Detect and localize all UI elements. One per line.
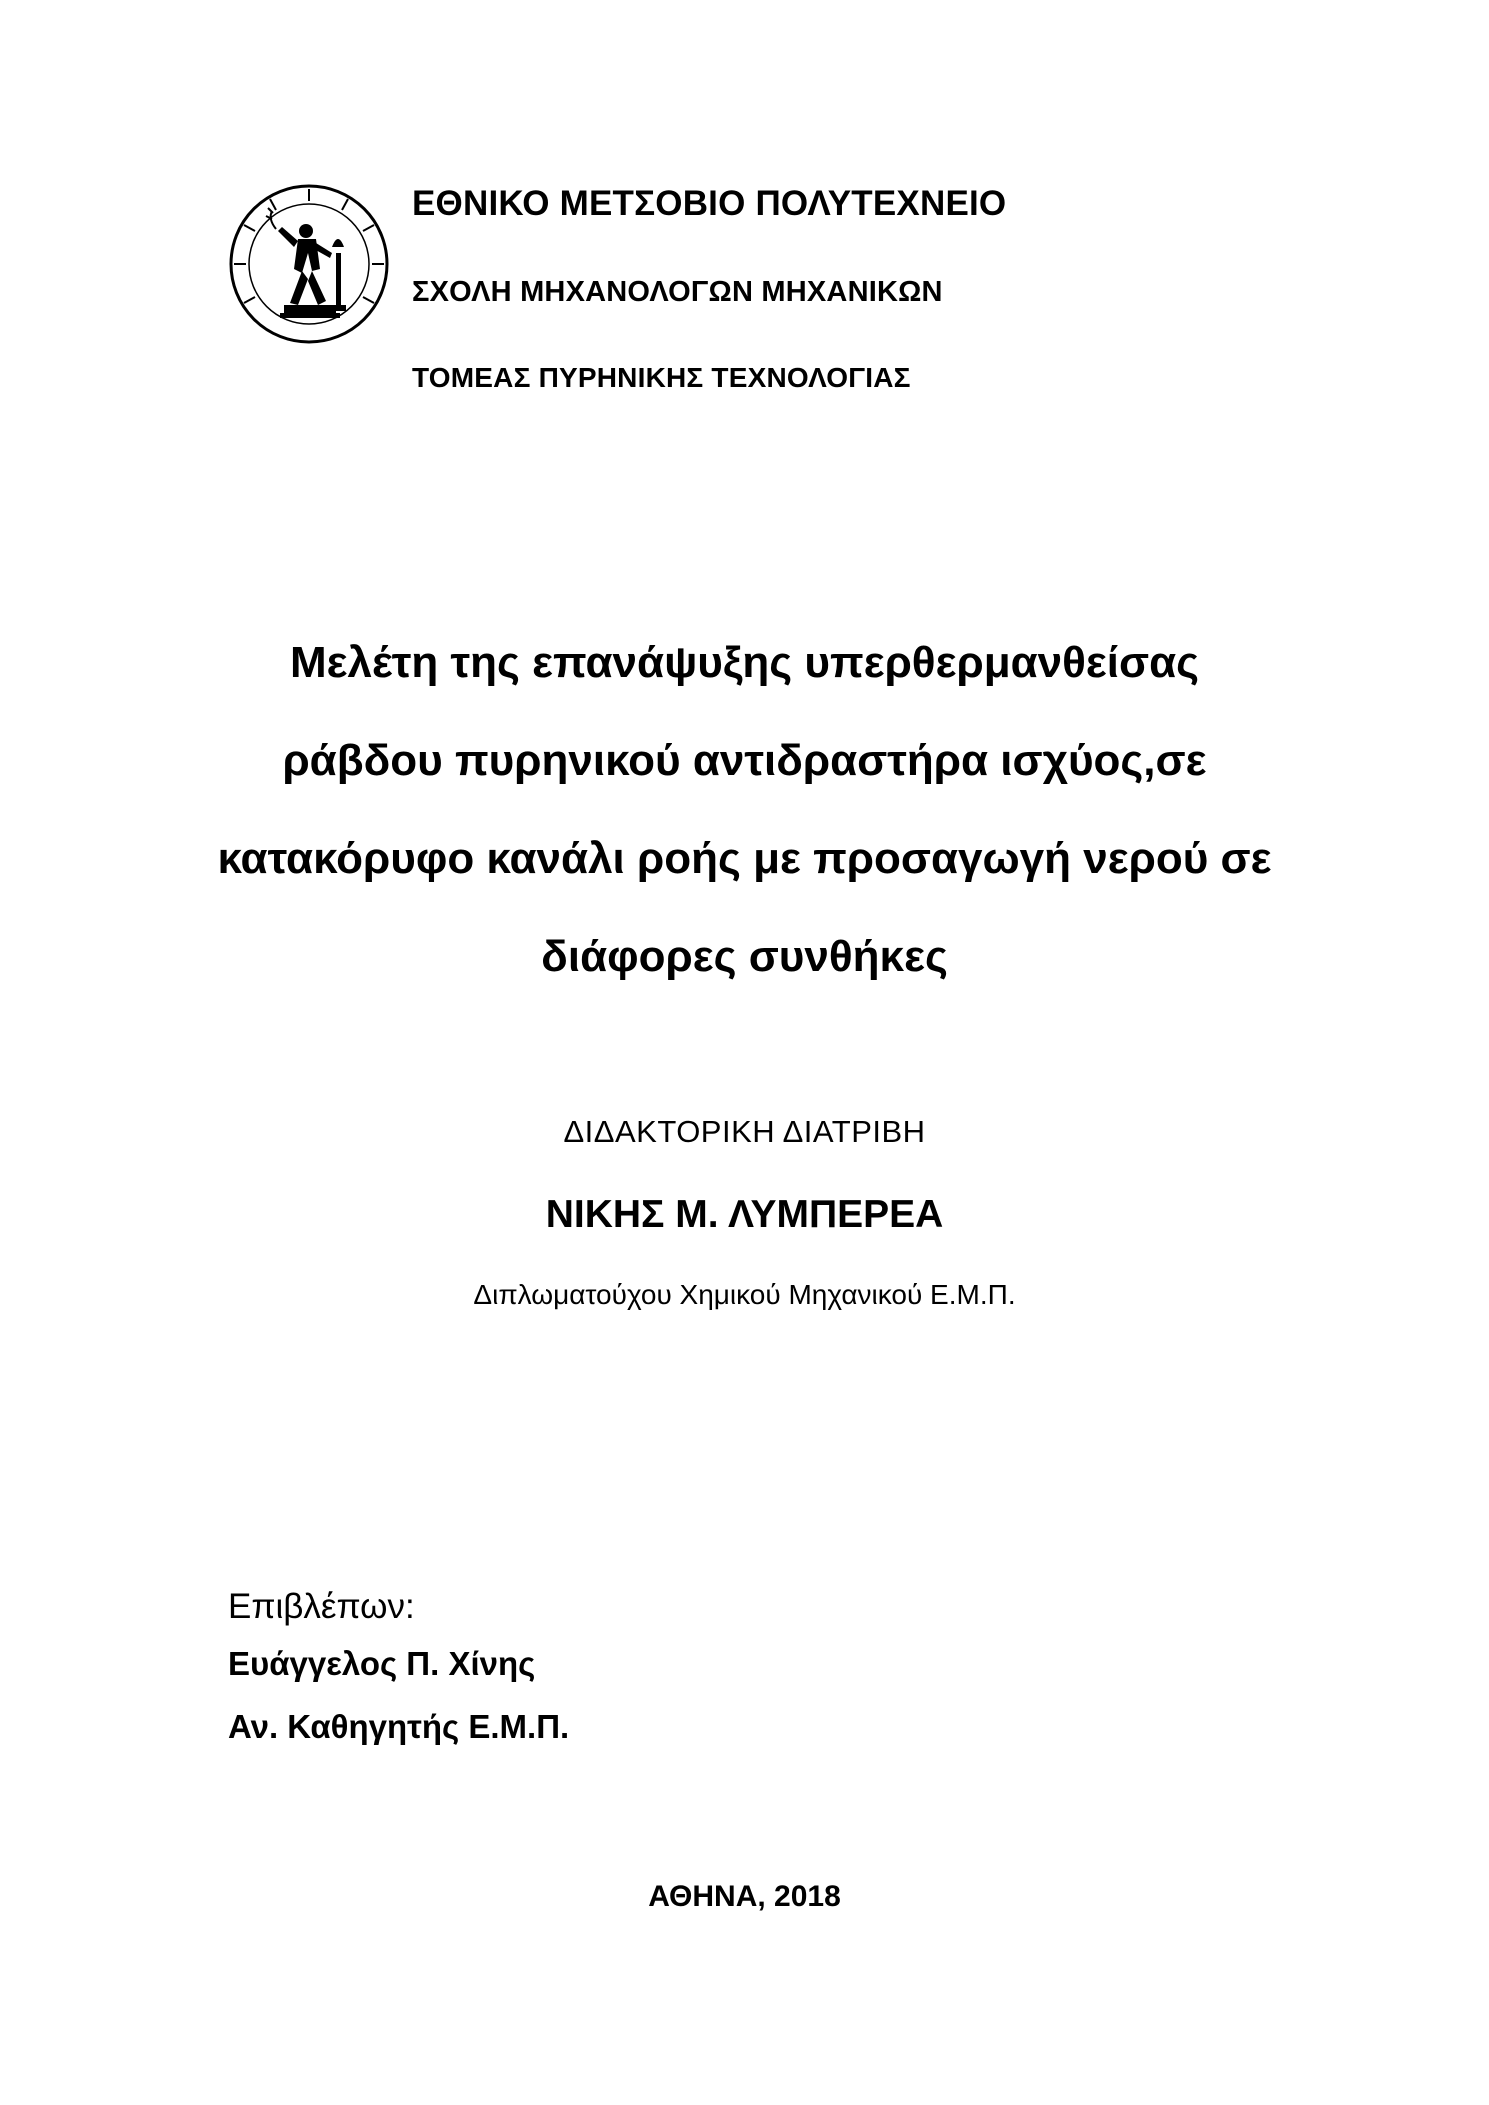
title-line: Μελέτη της επανάψυξης υπερθερμανθείσας (289, 638, 1200, 687)
title-line: κατακόρυφο κανάλι ροής με προσαγωγή νερού σε (217, 834, 1272, 883)
title-line: ράβδου πυρηνικού αντιδραστήρα ισχύος,σε (282, 736, 1207, 785)
supervisor-title: Αν. Καθηγητής Ε.Μ.Π. (228, 1708, 570, 1745)
place-date: ΑΘΗΝΑ, 2018 (648, 1880, 841, 1913)
author-name: ΝΙΚΗΣ Μ. ΛΥΜΠΕΡΕΑ (545, 1193, 944, 1236)
author-degree: Διπλωματούχου Χημικού Μηχανικού Ε.Μ.Π. (473, 1279, 1016, 1310)
supervisor-label: Επιβλέπων: (228, 1587, 415, 1626)
university-name: ΕΘΝΙΚΟ ΜΕΤΣΟΒΙΟ ΠΟΛΥΤΕΧΝΕΙΟ (412, 184, 1007, 223)
department-name: ΤΟΜΕΑΣ ΠΥΡΗΝΙΚΗΣ ΤΕΧΝΟΛΟΓΙΑΣ (412, 362, 911, 393)
university-seal-icon (228, 183, 390, 345)
document-type: ΔΙΔΑΚΤΟΡΙΚΗ ΔΙΑΤΡΙΒΗ (563, 1114, 926, 1149)
title-line: διάφορες συνθήκες (541, 932, 948, 981)
school-name: ΣΧΟΛΗ ΜΗΧΑΝΟΛΟΓΩΝ ΜΗΧΑΝΙΚΩΝ (412, 276, 943, 308)
thesis-title (150, 614, 1339, 1006)
supervisor-name: Ευάγγελος Π. Χίνης (228, 1645, 536, 1682)
